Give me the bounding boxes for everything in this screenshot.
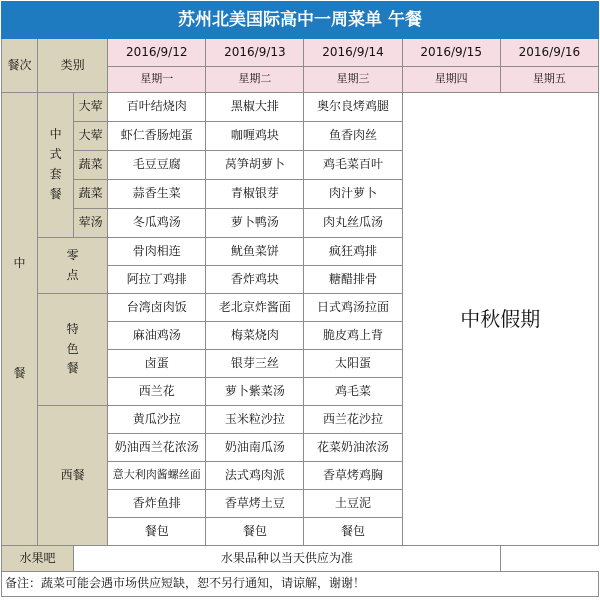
menu-item: 蒜香生菜 xyxy=(108,180,206,209)
menu-item: 肉汁萝卜 xyxy=(304,180,402,209)
menu-item: 银芽三丝 xyxy=(206,350,304,378)
menu-item: 卤蛋 xyxy=(108,350,206,378)
menu-item: 黑椒大排 xyxy=(206,93,304,122)
menu-item: 黄瓜沙拉 xyxy=(108,406,206,434)
date-mon: 2016/9/12 xyxy=(108,39,206,67)
fruit-bar-note: 水果品种以当天供应为准 xyxy=(74,546,501,572)
menu-item: 餐包 xyxy=(304,518,402,546)
menu-title: 苏州北美国际高中一周菜单 午餐 xyxy=(2,2,599,39)
subcategory-label: 大荤 xyxy=(74,93,108,122)
weekday-fri: 星期五 xyxy=(500,67,598,93)
weekday-mon: 星期一 xyxy=(108,67,206,93)
menu-item: 意大利肉酱螺丝面 xyxy=(108,462,206,490)
menu-item: 冬瓜鸡汤 xyxy=(108,209,206,238)
section-snack-label: 零 点 xyxy=(38,238,108,294)
date-tue: 2016/9/13 xyxy=(206,39,304,67)
date-thu: 2016/9/15 xyxy=(402,39,500,67)
menu-item: 玉米粒沙拉 xyxy=(206,406,304,434)
menu-item: 麻油鸡汤 xyxy=(108,322,206,350)
menu-item: 鱼香肉丝 xyxy=(304,122,402,151)
weekday-wed: 星期三 xyxy=(304,67,402,93)
fruit-bar-label: 水果吧 xyxy=(2,546,74,572)
menu-item: 西兰花沙拉 xyxy=(304,406,402,434)
menu-item: 餐包 xyxy=(108,518,206,546)
meal-lunch-label: 中 餐 xyxy=(2,93,38,546)
weekday-thu: 星期四 xyxy=(402,67,500,93)
footer-note: 备注：蔬菜可能会遇市场供应短缺，恕不另行通知，请谅解，谢谢！ xyxy=(2,572,599,597)
category-header: 类别 xyxy=(38,39,108,93)
menu-item: 咖喱鸡块 xyxy=(206,122,304,151)
subcategory-label: 荤汤 xyxy=(74,209,108,238)
subcategory-label: 蔬菜 xyxy=(74,180,108,209)
menu-item: 香炸鱼排 xyxy=(108,490,206,518)
menu-item: 骨肉相连 xyxy=(108,238,206,266)
menu-item: 花菜奶油浓汤 xyxy=(304,434,402,462)
menu-item: 肉丸丝瓜汤 xyxy=(304,209,402,238)
holiday-notice: 中秋假期 xyxy=(402,93,598,546)
menu-item: 青椒银芽 xyxy=(206,180,304,209)
menu-item: 奶油南瓜汤 xyxy=(206,434,304,462)
menu-item: 土豆泥 xyxy=(304,490,402,518)
menu-item: 鱿鱼菜饼 xyxy=(206,238,304,266)
date-wed: 2016/9/14 xyxy=(304,39,402,67)
menu-item: 百叶结烧肉 xyxy=(108,93,206,122)
menu-item: 太阳蛋 xyxy=(304,350,402,378)
subcategory-label: 蔬菜 xyxy=(74,151,108,180)
menu-item: 阿拉丁鸡排 xyxy=(108,266,206,294)
menu-item: 萝卜紫菜汤 xyxy=(206,378,304,406)
menu-item: 香草烤土豆 xyxy=(206,490,304,518)
menu-item: 日式鸡汤拉面 xyxy=(304,294,402,322)
menu-item: 萝卜鸭汤 xyxy=(206,209,304,238)
section-western-label: 西餐 xyxy=(38,406,108,546)
menu-item: 奥尔良烤鸡腿 xyxy=(304,93,402,122)
date-fri: 2016/9/16 xyxy=(500,39,598,67)
menu-item: 台湾卤肉饭 xyxy=(108,294,206,322)
menu-item: 法式鸡肉派 xyxy=(206,462,304,490)
menu-item: 西兰花 xyxy=(108,378,206,406)
lunch-menu-table xyxy=(1,1,599,597)
weekday-tue: 星期二 xyxy=(206,67,304,93)
menu-item: 鸡毛菜 xyxy=(304,378,402,406)
menu-item: 梅菜烧肉 xyxy=(206,322,304,350)
menu-item: 虾仁香肠炖蛋 xyxy=(108,122,206,151)
menu-item: 奶油西兰花浓汤 xyxy=(108,434,206,462)
menu-item: 糖醋排骨 xyxy=(304,266,402,294)
section-chinese-label: 中 式 套 餐 xyxy=(38,93,74,238)
menu-item: 毛豆豆腐 xyxy=(108,151,206,180)
menu-item: 鸡毛菜百叶 xyxy=(304,151,402,180)
menu-item: 老北京炸酱面 xyxy=(206,294,304,322)
menu-item: 脆皮鸡上背 xyxy=(304,322,402,350)
menu-item: 疯狂鸡排 xyxy=(304,238,402,266)
section-special-label: 特 色 餐 xyxy=(38,294,108,406)
meal-header: 餐次 xyxy=(2,39,38,93)
menu-item: 莴笋胡萝卜 xyxy=(206,151,304,180)
menu-item: 香草烤鸡胸 xyxy=(304,462,402,490)
menu-item: 餐包 xyxy=(206,518,304,546)
subcategory-label: 大荤 xyxy=(74,122,108,151)
menu-item: 香炸鸡块 xyxy=(206,266,304,294)
